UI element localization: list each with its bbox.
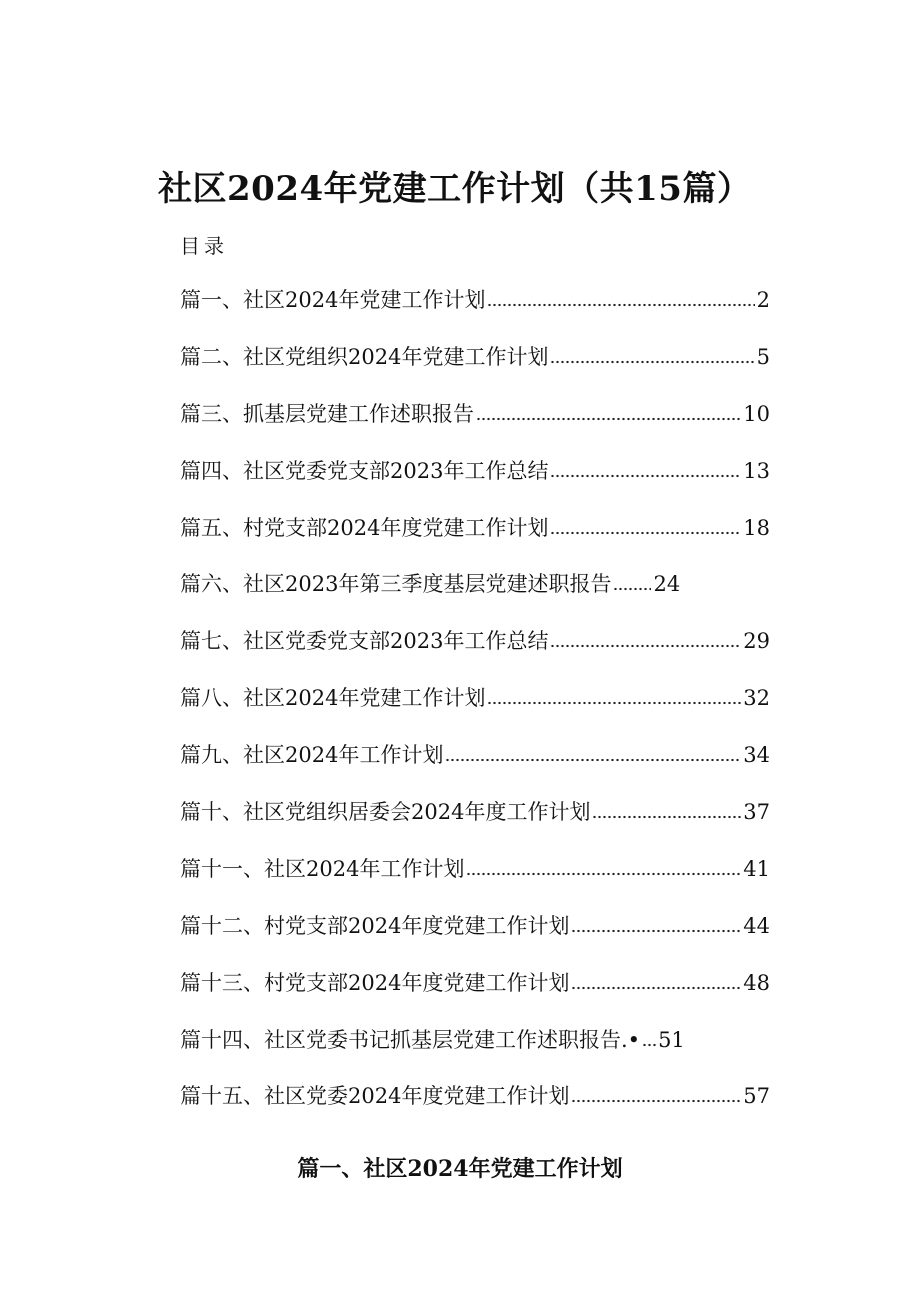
toc-page-number: 57 xyxy=(743,1084,770,1109)
toc-page-number: 5 xyxy=(756,344,770,369)
toc-entry-13[interactable] xyxy=(180,965,770,1022)
toc-entry-label: 篇十五、社区党委2024年度党建工作计划 xyxy=(180,1084,570,1109)
toc-dot-leader xyxy=(487,282,754,307)
toc-dot-leader xyxy=(642,1022,656,1047)
toc-page-number: 18 xyxy=(743,515,770,540)
toc-dot-leader xyxy=(571,1078,741,1103)
toc-dot-leader xyxy=(445,737,741,762)
toc-entry-8[interactable] xyxy=(180,680,770,737)
toc-entry-1[interactable] xyxy=(180,282,770,339)
toc-entry-label: 篇二、社区党组织2024年党建工作计划 xyxy=(180,344,549,369)
toc-entry-6[interactable] xyxy=(180,566,770,623)
toc-entry-label: 篇十一、社区2024年工作计划 xyxy=(180,856,465,881)
toc-entry-label: 篇八、社区2024年党建工作计划 xyxy=(180,686,486,711)
toc-page-number: 41 xyxy=(743,856,770,881)
toc-dot-leader xyxy=(571,965,741,990)
toc-entry-label: 篇四、社区党委党支部2023年工作总结 xyxy=(180,458,549,483)
toc-entry-label: 篇五、村党支部2024年度党建工作计划 xyxy=(180,515,549,540)
toc-page-number: 51 xyxy=(658,1027,685,1052)
toc-entry-label: 篇十二、村党支部2024年度党建工作计划 xyxy=(180,913,570,938)
toc-page-number: 37 xyxy=(743,800,770,825)
toc-page-number: 29 xyxy=(743,629,770,654)
toc-page-number: 10 xyxy=(743,401,770,426)
toc-entry-label: 篇六、社区2023年第三季度基层党建述职报告 xyxy=(180,572,612,597)
toc-entry-10[interactable] xyxy=(180,794,770,851)
toc-page-number: 44 xyxy=(743,913,770,938)
toc-entry-5[interactable] xyxy=(180,510,770,567)
toc-dot-leader xyxy=(550,510,741,535)
toc-dot-leader xyxy=(592,794,741,819)
toc-page-number: 2 xyxy=(756,288,770,312)
toc-dot-leader xyxy=(571,908,741,933)
toc-entry-label: 篇七、社区党委党支部2023年工作总结 xyxy=(180,629,549,654)
section-heading: 篇一、社区2024年党建工作计划 xyxy=(297,1156,623,1183)
toc-entry-3[interactable] xyxy=(180,396,770,453)
toc-entry-label: 篇一、社区2024年党建工作计划 xyxy=(180,288,486,312)
toc-entry-label: 篇九、社区2024年工作计划 xyxy=(180,743,444,768)
toc-entry-label: 篇十四、社区党委书记抓基层党建工作述职报告.• xyxy=(180,1027,641,1052)
toc-page-number: 13 xyxy=(743,458,770,483)
toc-entry-15[interactable] xyxy=(180,1078,770,1135)
toc-dot-leader xyxy=(613,566,651,591)
toc-page-number: 48 xyxy=(743,970,770,995)
toc-page-number: 24 xyxy=(653,572,681,597)
toc-entry-9[interactable] xyxy=(180,737,770,794)
table-of-contents xyxy=(180,282,770,1135)
toc-dot-leader xyxy=(550,623,741,648)
toc-entry-7[interactable] xyxy=(180,623,770,680)
toc-entry-label: 篇十、社区党组织居委会2024年度工作计划 xyxy=(180,800,591,825)
toc-entry-12[interactable] xyxy=(180,908,770,965)
document-title: 社区2024年党建工作计划（共15篇） xyxy=(158,168,752,209)
toc-entry-11[interactable] xyxy=(180,851,770,908)
toc-entry-label: 篇三、抓基层党建工作述职报告 xyxy=(180,401,474,426)
toc-dot-leader xyxy=(550,453,741,478)
toc-entry-14[interactable] xyxy=(180,1022,770,1079)
toc-page-number: 34 xyxy=(743,743,770,768)
toc-heading: 目录 xyxy=(180,234,228,258)
toc-dot-leader xyxy=(476,396,741,421)
toc-page-number: 32 xyxy=(743,686,770,711)
toc-dot-leader xyxy=(466,851,741,876)
toc-dot-leader xyxy=(487,680,741,705)
toc-dot-leader xyxy=(550,339,754,364)
toc-entry-4[interactable] xyxy=(180,453,770,510)
toc-entry-2[interactable] xyxy=(180,339,770,396)
toc-entry-label: 篇十三、村党支部2024年度党建工作计划 xyxy=(180,970,570,995)
